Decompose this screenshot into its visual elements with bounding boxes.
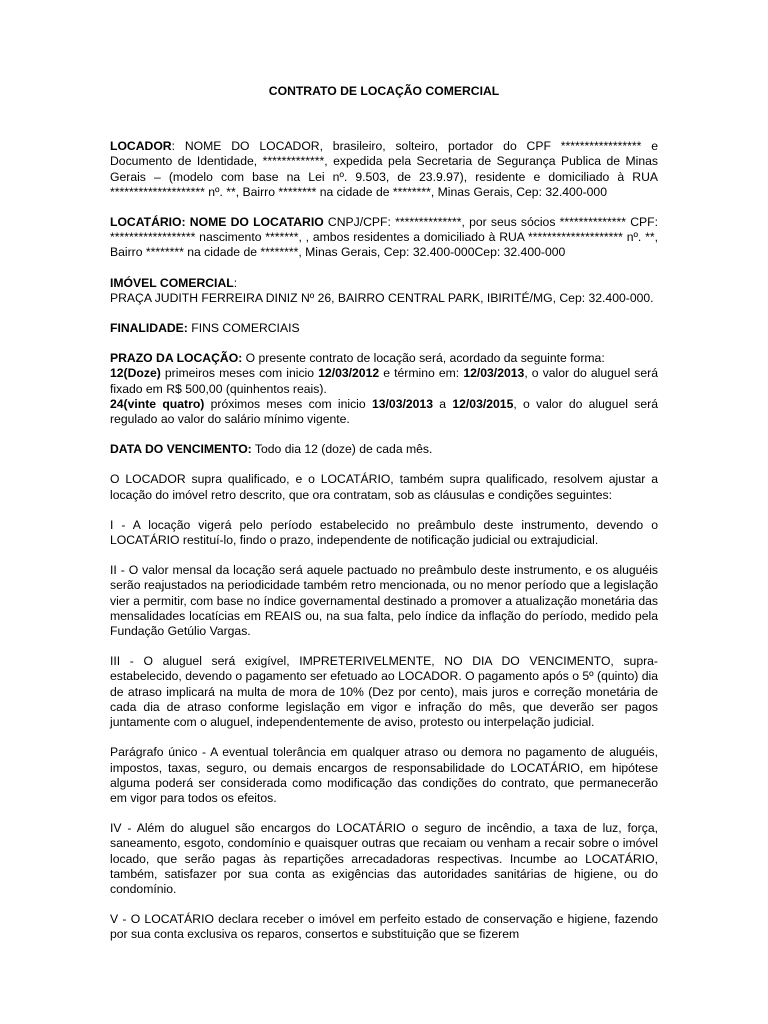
vencimento-paragraph — [110, 442, 658, 457]
prazo-text: O presente contrato de locação será, acordado da seguinte forma: — [242, 351, 605, 366]
locador-label: LOCADOR — [110, 139, 172, 154]
finalidade-text: FINS COMERCIAIS — [187, 321, 300, 336]
document-page — [110, 84, 658, 958]
prazo-p1-text: primeiros meses com inicio — [160, 366, 319, 381]
document-title: CONTRATO DE LOCAÇÃO COMERCIAL — [268, 84, 500, 98]
clause-v: V - O LOCATÁRIO declara receber o imóvel em perfeito estado de conservação e higiene, fazendo por sua conta exclusiva os reparos, consertos e substituição que se fizerem — [110, 912, 658, 942]
prazo-label: PRAZO DA LOCAÇÃO: — [110, 351, 243, 366]
clause-paragrafo-unico: Parágrafo único - A eventual tolerância em qualquer atraso ou demora no pagamento de aluguéis, impostos, taxas, seguro, ou demais encargos de responsabilidade do LOCATÁRIO, em hipótese alguma poderá ser considerada como modificação das condições do contrato, que permanecerão em vigor para todos os efeitos. — [110, 745, 658, 805]
prazo-p1-end: 12/03/2013 — [463, 366, 525, 381]
imovel-paragraph — [110, 276, 658, 306]
locatario-paragraph — [110, 215, 658, 261]
prazo-p2-text3: , o valor do aluguel será regulado ao valor do salário mínimo vigente. — [110, 396, 658, 427]
prazo-p1-text3: , o valor do aluguel será fixado em R$ 500,00 (quinhentos reais). — [110, 366, 658, 396]
finalidade-label: FINALIDADE: — [110, 321, 188, 336]
prazo-period-2 — [110, 397, 658, 427]
imovel-label: IMÓVEL COMERCIAL — [110, 275, 234, 290]
prazo-p2-text: próximos meses com inicio — [204, 396, 372, 411]
prazo-intro — [110, 351, 658, 366]
imovel-colon: : — [233, 275, 238, 290]
clause-iii: III - O aluguel será exigível, IMPRETERIVELMENTE, NO DIA DO VENCIMENTO, supra-estabelecido, devendo o pagamento ser efetuado ao LOCADOR. O pagamento após o 5º (quinto) dia de atraso implicará na multa de mora de 10% (Dez por cento), mais juros e correção monetária de cada dia de atraso conforme legislação em vigor e infração do mês, que deverão ser pagos juntamente com o aluguel, independentemente de aviso, protesto ou interpelação judicial. — [110, 654, 658, 730]
prazo-p2-months: 24(vinte quatro) — [110, 396, 205, 411]
clause-iv: IV - Além do aluguel são encargos do LOCATÁRIO o seguro de incêndio, a taxa de luz, força, saneamento, esgoto, condomínio e quaisquer outras que recaiam ou venham a recair sobre o imóvel locado, que serão pagas às repartições arrecadadoras respectivas. Incumbe ao LOCATÁRIO, também, satisfazer por sua conta as exigências das autoridades sanitárias de higiene, ou do condomínio. — [110, 821, 658, 896]
clause-ii: II - O valor mensal da locação será aquele pactuado no preâmbulo deste instrumento, e os aluguéis serão reajustados na periodicidade também retro mencionada, ou no menor período que a legislação vier a permitir, com base no índice governamental destinado a promover a atualização monetária das mensalidades locatícias em REAIS ou, na sua falta, pelo índice da inflação do período, medido pela Fundação Getúlio Vargas. — [110, 563, 658, 639]
finalidade-paragraph — [110, 321, 658, 336]
prazo-paragraph — [110, 351, 658, 427]
locatario-text: CNPJ/CPF: **************, por seus sócios ************** CPF: ****************** nascimento *******, , ambos residentes a domiciliado à RUA ******************** nº. **, Bairro ******** na cidade de ********, Minas Gerais, Cep: 32.400-000Cep: 32.400-000 — [110, 215, 658, 260]
clause-i: I - A locação vigerá pelo período estabelecido no preâmbulo deste instrumento, devendo o LOCATÁRIO restituí-lo, findo o prazo, independente de notificação judicial ou extrajudicial. — [110, 517, 658, 548]
prazo-p2-start: 13/03/2013 — [371, 396, 433, 411]
prazo-p2-text2: a — [432, 396, 453, 411]
locador-text: : NOME DO LOCADOR, brasileiro, solteiro, portador do CPF ***************** e Documento de Identidade, *************, expedida pela Secretaria de Segurança Publica de Minas Gerais – (modelo com base na Lei nº. 9.503, de 23.9.97), residente e domiciliado à RUA ******************** nº. **, Bairro ******** na cidade de ********, Minas Gerais, Cep: 32.400-000 — [110, 139, 658, 199]
vencimento-label: DATA DO VENCIMENTO: — [110, 442, 252, 457]
vencimento-text: Todo dia 12 (doze) de cada mês. — [251, 442, 433, 457]
prazo-p2-end: 12/03/2015 — [452, 396, 514, 411]
prazo-p1-start: 12/03/2012 — [318, 366, 380, 381]
locador-paragraph — [110, 139, 658, 200]
clause-intro: O LOCADOR supra qualificado, e o LOCATÁRIO, também supra qualificado, resolvem ajustar a locação do imóvel retro descrito, que ora contratam, sob as cláusulas e condições seguintes: — [110, 472, 658, 502]
prazo-p1-text2: e término em: — [379, 366, 464, 381]
prazo-p1-months: 12(Doze) — [110, 366, 161, 381]
prazo-period-1 — [110, 366, 658, 396]
imovel-text: PRAÇA JUDITH FERREIRA DINIZ Nº 26, BAIRRO CENTRAL PARK, IBIRITÉ/MG, Cep: 32.400-000. — [110, 290, 654, 305]
locatario-label: LOCATÁRIO: NOME DO LOCATARIO — [110, 215, 324, 230]
